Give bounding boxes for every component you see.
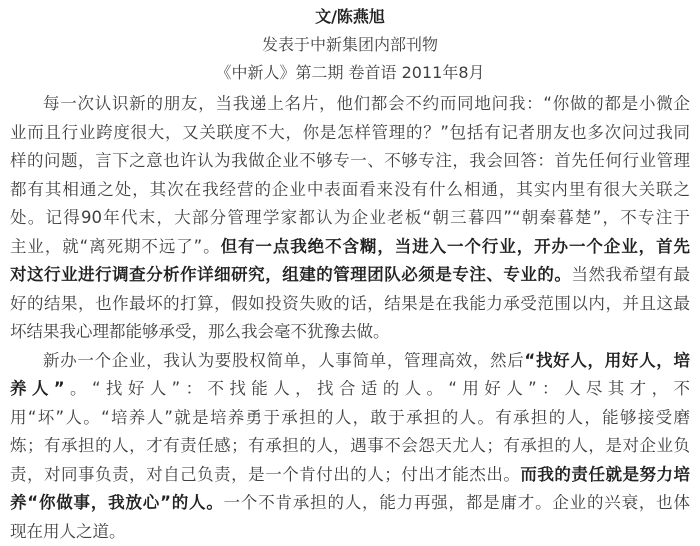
- text: 用“坏”人。“培养人”就是培养勇于承担的人，敢于承担的人。有承担的人，能够接受磨: [10, 407, 690, 427]
- text: 样的问题，言下之意也许认为我做企业不够专一、不够专注，我会回答：首先任何行业管理: [10, 151, 690, 170]
- text: 。“找好人”：不找能人，找合适的人。“用好人”：人尽其才，不: [64, 379, 690, 398]
- bold-text: 对这行业进行调查分析作详细研究，组建的管理团队必须是专注、专业的。: [10, 265, 572, 284]
- text: 业而且行业跨度很大，又关联度不大，你是怎样管理的？”包括有记者朋友也多次问过我同: [10, 122, 690, 142]
- bold-text: “找好人，用好人，培: [524, 350, 690, 370]
- text-line: [10, 518, 690, 546]
- bold-text: 但有一点我绝不含糊，当进入一个行业，开办一个企业，首先: [220, 236, 690, 256]
- text-line: [10, 147, 690, 176]
- text: 现在用人之道。: [10, 521, 126, 541]
- issue-info: 《中新人》第二期 卷首语 2011年8月: [215, 63, 485, 82]
- text-line: [10, 119, 690, 148]
- text-line: [10, 432, 690, 461]
- text-line: [10, 290, 690, 319]
- text: 每一次认识新的朋友，当我递上名片，他们都会不约而同地问我：“你做的都是小微企: [43, 94, 690, 113]
- bold-text: 而我的责任就是努力培: [520, 464, 690, 484]
- text-line: [10, 90, 690, 119]
- paragraph: [10, 90, 690, 347]
- text: 新办一个企业，我认为要股权简单，人事简单，管理高效，然后: [43, 350, 525, 370]
- text-line: [10, 404, 690, 433]
- article-body: [10, 90, 690, 546]
- text-line: [10, 261, 690, 290]
- text: 主业，就“离死期不远了”。: [10, 236, 221, 256]
- text: 坏结果我心理都能够承受，那么我会毫不犹豫去做。: [10, 322, 390, 341]
- bold-text: 养“你做事，我放心”的人。: [10, 493, 224, 512]
- bold-text: 养人”: [10, 379, 65, 398]
- text: 好的结果，也作最坏的打算，假如投资失败的话，结果是在我能力承受范围以内，并且这最: [10, 293, 690, 313]
- text-line: [10, 204, 690, 233]
- text: 处。记得90年代末，大部分管理学家都认为企业老板“朝三暮四”“朝秦暮楚”，不专注于: [10, 208, 690, 227]
- publication-source: 发表于中新集团内部刊物: [261, 35, 438, 54]
- text: 都有其相通之处，其次在我经营的企业中表面看来没有什么相通，其实内里有很大关联之: [10, 179, 690, 199]
- text-line: [10, 375, 690, 404]
- text-line: [10, 461, 690, 490]
- text-line: [10, 347, 690, 376]
- text-line: [10, 233, 690, 262]
- article-author: 文/陈燕旭: [315, 7, 385, 26]
- text-line: [10, 318, 690, 347]
- text: 当然我希望有最: [571, 265, 690, 284]
- text: 责，对同事负责，对自己负责，是一个肯付出的人；付出才能杰出。: [10, 464, 521, 484]
- text: 一个不肯承担的人，能力再强，都是庸才。企业的兴衰，也体: [223, 493, 690, 512]
- text-line: [10, 489, 690, 518]
- text-line: [10, 176, 690, 205]
- paragraph: [10, 347, 690, 546]
- text: 炼；有承担的人，才有责任感；有承担的人，遇事不会怨天尤人；有承担的人，是对企业负: [10, 436, 690, 455]
